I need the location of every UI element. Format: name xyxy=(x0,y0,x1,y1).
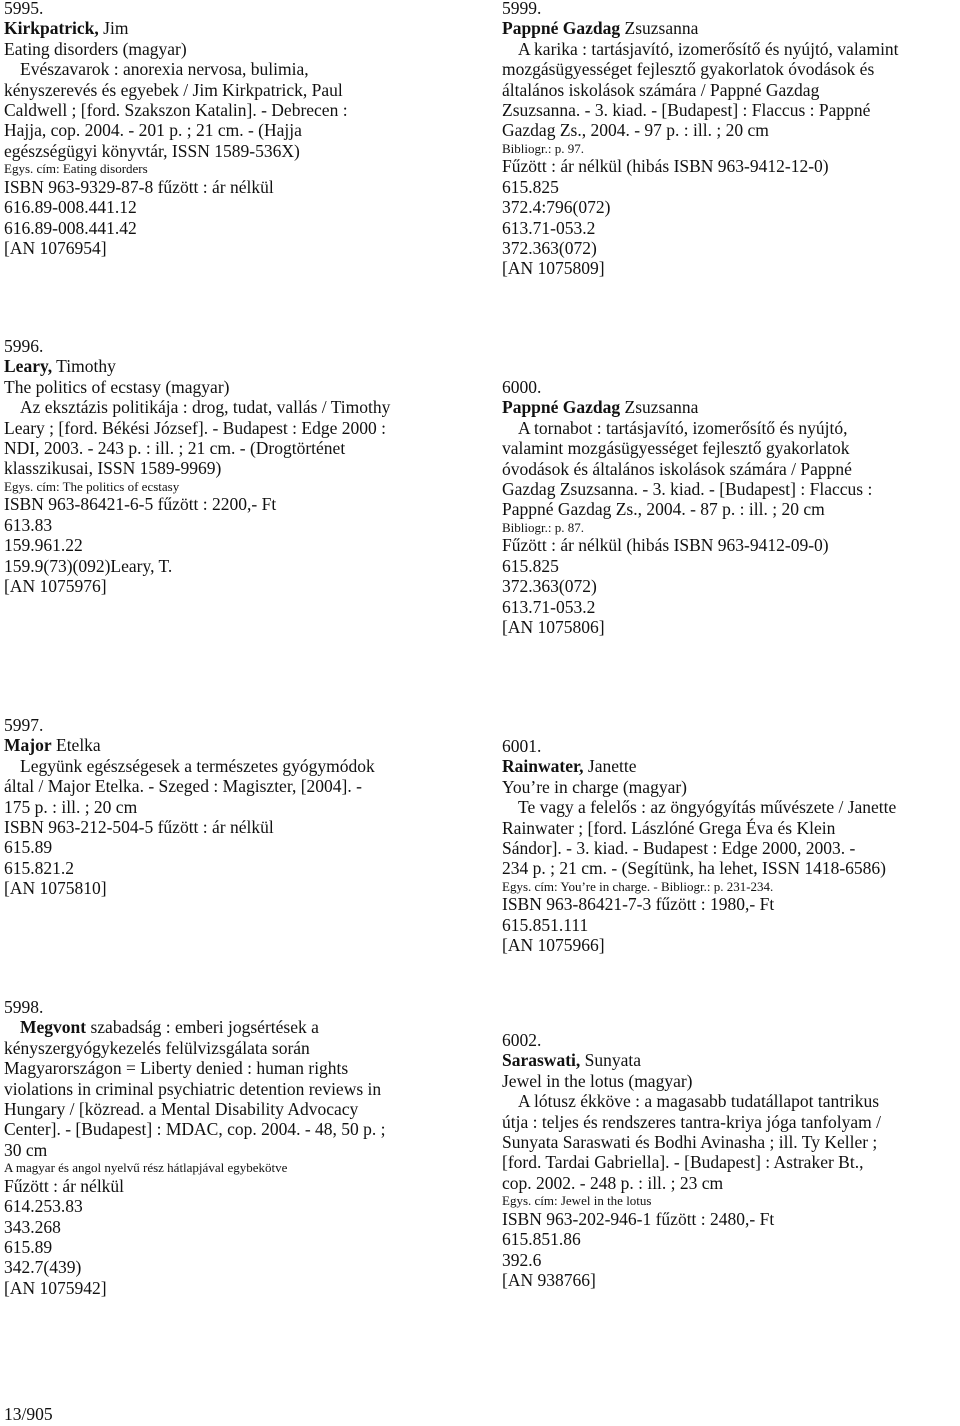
class-number: 615.851.86 xyxy=(502,1229,581,1250)
title-line: valamint mozgásügyességet fejlesztő gyakorlatok xyxy=(502,438,850,459)
class-number: 613.71-053.2 xyxy=(502,596,596,617)
entry-6001 xyxy=(502,736,960,956)
an-number: [AN 1075810] xyxy=(4,878,107,899)
title-line: Legyünk egészségesek a természetes gyógymódok xyxy=(20,755,375,776)
entry-number: 5996. xyxy=(4,336,44,356)
entry-6002 xyxy=(502,1030,960,1290)
isbn-line: ISBN 963-212-504-5 fűzött : ár nélkül xyxy=(4,817,274,838)
an-number: [AN 1075809] xyxy=(502,258,605,279)
entry-5996 xyxy=(4,336,474,596)
title-line: Evészavarok : anorexia nervosa, bulimia, xyxy=(20,59,309,80)
title-line: által / Major Etelka. - Szeged : Magiszter, [2004]. - xyxy=(4,776,362,797)
title-line: Magyarországon = Liberty denied : human rights xyxy=(4,1058,349,1079)
entry-author xyxy=(502,756,960,776)
entry-5997 xyxy=(4,715,474,899)
title-line: mozgásügyességet fejlesztő gyakorlatok óvodások és xyxy=(502,59,875,80)
author-surname: Kirkpatrick, xyxy=(4,18,99,39)
title-line: Gazdag Zs., 2004. - 97 p. : ill. ; 20 cm xyxy=(502,120,769,141)
entry-author xyxy=(4,18,474,38)
title-first-rest: szabadság : emberi jogsértések a xyxy=(86,1017,319,1038)
title-line xyxy=(4,1017,474,1037)
title-line: Sándor]. - 3. kiad. - Budapest : Edge 2000, 2003. - xyxy=(502,838,856,859)
entry-number: 5999. xyxy=(502,0,542,18)
author-given: Sunyata xyxy=(580,1050,642,1071)
title-line: 30 cm xyxy=(4,1139,48,1160)
class-number: 372.4:796(072) xyxy=(502,197,611,218)
an-number: [AN 1075966] xyxy=(502,935,605,956)
an-number: [AN 1075942] xyxy=(4,1277,107,1298)
class-number: 372.363(072) xyxy=(502,576,597,597)
title-line: NDI, 2003. - 243 p. : ill. ; 21 cm. - (Drogtörténet xyxy=(4,438,346,459)
class-number: 343.268 xyxy=(4,1216,61,1237)
author-surname: Saraswati, xyxy=(502,1050,581,1071)
entry-5995 xyxy=(4,0,474,258)
title-line: Caldwell ; [ford. Szakszon Katalin]. - Debrecen : xyxy=(4,100,348,121)
class-number: 615.825 xyxy=(502,555,559,576)
title-keyword: Megvont xyxy=(20,1017,87,1038)
class-number: 615.89 xyxy=(4,1236,53,1257)
title-line: 234 p. ; 21 cm. - (Segítünk, ha lehet, ISSN 1418-6586) xyxy=(502,858,886,879)
author-surname: Rainwater, xyxy=(502,756,584,777)
an-number: [AN 1076954] xyxy=(4,237,107,258)
entry-number: 6002. xyxy=(502,1030,542,1050)
title-line: klasszikusai, ISSN 1589-9969) xyxy=(4,458,222,479)
page-number: 13/905 xyxy=(4,1404,53,1424)
class-number: 615.89 xyxy=(4,837,53,858)
title-line: 175 p. : ill. ; 20 cm xyxy=(4,796,138,817)
entry-note: A magyar és angol nyelvű rész hátlapjával egybekötve xyxy=(4,1160,288,1176)
entry-number: 6000. xyxy=(502,377,542,397)
class-number: 616.89-008.441.42 xyxy=(4,217,137,238)
class-number: 613.71-053.2 xyxy=(502,217,596,238)
entry-author xyxy=(502,397,960,417)
title-line: Az eksztázis politikája : drog, tudat, vallás / Timothy xyxy=(20,397,391,418)
title-line: Rainwater ; [ford. Lászlóné Grega Éva és Klein xyxy=(502,817,836,838)
class-number: 342.7(439) xyxy=(4,1257,82,1278)
class-number: 615.825 xyxy=(502,176,559,197)
an-number: [AN 1075806] xyxy=(502,616,605,637)
author-given: Zsuzsanna xyxy=(620,397,699,418)
entry-note: Egys. cím: You’re in charge. - Bibliogr.: p. 231-234. xyxy=(502,878,774,894)
class-number: 372.363(072) xyxy=(502,237,597,258)
author-surname: Pappné Gazdag xyxy=(502,18,621,39)
isbn-line: ISBN 963-86421-7-3 fűzött : 1980,- Ft xyxy=(502,894,775,915)
binding-line: Fűzött : ár nélkül (hibás ISBN 963-9412-09-0) xyxy=(502,535,829,556)
title-line: általános iskolások számára / Pappné Gazdag xyxy=(502,79,820,100)
author-surname: Leary, xyxy=(4,356,53,377)
isbn-line: ISBN 963-86421-6-5 fűzött : 2200,- Ft xyxy=(4,494,277,515)
entry-5999 xyxy=(502,0,960,279)
entry-number: 5998. xyxy=(4,997,44,1017)
title-line: Pappné Gazdag Zs., 2004. - 87 p. : ill. ; 20 cm xyxy=(502,499,825,520)
class-number: 159.9(73)(092)Leary, T. xyxy=(4,555,173,576)
entry-number: 5995. xyxy=(4,0,44,18)
title-line: útja : teljes és rendszeres tantra-kriya jóga tanfolyam / xyxy=(502,1111,882,1132)
original-title: Jewel in the lotus (magyar) xyxy=(502,1070,693,1091)
entry-author xyxy=(502,1050,960,1070)
title-line: A lótusz ékköve : a magasabb tudatállapot tantrikus xyxy=(518,1091,880,1112)
title-line: Hajja, cop. 2004. - 201 p. ; 21 cm. - (Hajja xyxy=(4,120,302,141)
title-line: Te vagy a felelős : az öngyógyítás művészete / Janette xyxy=(518,797,897,818)
title-line: óvodások és általános iskolások számára / Pappné xyxy=(502,458,852,479)
page-footer xyxy=(4,1404,53,1424)
original-title: Eating disorders (magyar) xyxy=(4,38,187,59)
title-line: Zsuzsanna. - 3. kiad. - [Budapest] : Flaccus : Pappné xyxy=(502,100,871,121)
author-given: Zsuzsanna xyxy=(620,18,699,39)
title-line: egészségügyi könyvtár, ISSN 1589-536X) xyxy=(4,140,300,161)
class-number: 615.821.2 xyxy=(4,857,74,878)
original-title: The politics of ecstasy (magyar) xyxy=(4,376,230,397)
entry-5998 xyxy=(4,997,474,1298)
entry-author xyxy=(4,735,474,755)
entry-author xyxy=(502,18,960,38)
title-line: Hungary / [közread. a Mental Disability Advocacy xyxy=(4,1099,359,1120)
title-line: A tornabot : tartásjavító, izomerősítő és nyújtó, xyxy=(518,417,848,438)
class-number: 614.253.83 xyxy=(4,1196,83,1217)
original-title: You’re in charge (magyar) xyxy=(502,776,687,797)
author-given: Jim xyxy=(98,18,129,39)
isbn-line: ISBN 963-202-946-1 fűzött : 2480,- Ft xyxy=(502,1208,775,1229)
entry-note: Bibliogr.: p. 87. xyxy=(502,519,584,535)
title-line: Center]. - [Budapest] : MDAC, cop. 2004. - 48, 50 p. ; xyxy=(4,1119,386,1140)
binding-line: Fűzött : ár nélkül (hibás ISBN 963-9412-12-0) xyxy=(502,156,829,177)
author-surname: Pappné Gazdag xyxy=(502,397,621,418)
title-line: A karika : tartásjavító, izomerősítő és nyújtó, valamint xyxy=(518,38,899,59)
class-number: 615.851.111 xyxy=(502,914,589,935)
isbn-line: ISBN 963-9329-87-8 fűzött : ár nélkül xyxy=(4,176,274,197)
class-number: 392.6 xyxy=(502,1249,542,1270)
entry-note: Egys. cím: Eating disorders xyxy=(4,161,148,177)
title-line: cop. 2002. - 248 p. : ill. ; 23 cm xyxy=(502,1172,724,1193)
author-surname: Major xyxy=(4,735,52,756)
class-number: 159.961.22 xyxy=(4,535,83,556)
author-given: Etelka xyxy=(51,735,101,756)
an-number: [AN 1075976] xyxy=(4,575,107,596)
title-line: Gazdag Zsuzsanna. - 3. kiad. - [Budapest] : Flaccus : xyxy=(502,479,873,500)
title-line: kényszerevés és egyebek / Jim Kirkpatrick, Paul xyxy=(4,79,343,100)
title-line: Leary ; [ford. Békési József]. - Budapest : Edge 2000 : xyxy=(4,417,386,438)
author-given: Timothy xyxy=(52,356,116,377)
entry-note: Egys. cím: The politics of ecstasy xyxy=(4,478,180,494)
entry-author xyxy=(4,356,474,376)
entry-6000 xyxy=(502,377,960,637)
class-number: 616.89-008.441.12 xyxy=(4,197,137,218)
entry-number: 5997. xyxy=(4,715,44,735)
an-number: [AN 938766] xyxy=(502,1269,596,1290)
author-given: Janette xyxy=(583,756,637,777)
title-line: Sunyata Saraswati és Bodhi Avinasha ; ill. Ty Keller ; xyxy=(502,1132,878,1153)
binding-line: Fűzött : ár nélkül xyxy=(4,1175,125,1196)
title-line: violations in criminal psychiatric detention reviews in xyxy=(4,1078,382,1099)
entry-note: Bibliogr.: p. 97. xyxy=(502,140,584,156)
title-line: kényszergyógykezelés felülvizsgálata során xyxy=(4,1037,310,1058)
entry-note: Egys. cím: Jewel in the lotus xyxy=(502,1193,652,1209)
class-number: 613.83 xyxy=(4,514,53,535)
entry-number: 6001. xyxy=(502,736,542,756)
title-line: [ford. Tardai Gabriella]. - [Budapest] : Astraker Bt., xyxy=(502,1152,864,1173)
